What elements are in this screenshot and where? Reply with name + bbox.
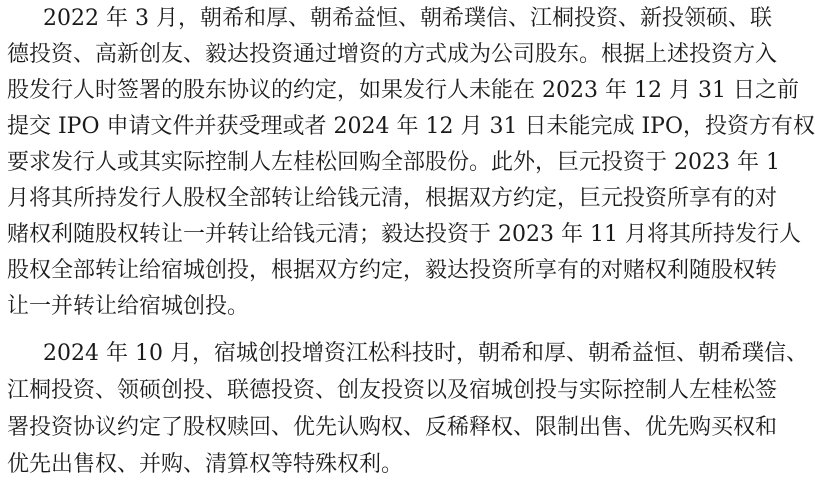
text-line: 德投资、高新创友、毅达投资通过增资的方式成为公司股东。根据上述投资方入	[7, 42, 778, 67]
paragraph-2	[7, 335, 808, 483]
text-line: 要求发行人或其实际控制人左桂松回购全部股份。此外，巨元投资于 2023 年 1	[7, 150, 780, 175]
text-line: 优先出售权、并购、清算权等特殊权利。	[7, 452, 404, 477]
text-line: 江桐投资、领硕创投、联德投资、创友投资以及宿城创投与实际控制人左桂松签	[7, 378, 778, 403]
text-line: 署投资协议约定了股权赎回、优先认购权、反稀释权、限制出售、优先购买权和	[7, 415, 778, 440]
text-line: 2024 年 10 月，宿城创投增资江松科技时，朝希和厚、朝希益恒、朝希璞信、	[43, 341, 808, 366]
text-line: 股发行人时签署的股东协议的约定，如果发行人未能在 2023 年 12 月 31 日之前	[7, 78, 799, 103]
paragraph-1	[7, 0, 815, 325]
text-line: 提交 IPO 申请文件并获受理或者 2024 年 12 月 31 日未能完成 IPO，投资方有权	[7, 114, 815, 139]
text-line: 2022 年 3 月，朝希和厚、朝希益恒、朝希璞信、江桐投资、新投领硕、联	[43, 6, 772, 31]
text-line: 月将其所持发行人股权全部转让给钱元清，根据双方约定，巨元投资所享有的对	[7, 186, 778, 211]
document-body	[7, 0, 815, 483]
text-line: 股权全部转让给宿城创投，根据双方约定，毅达投资所享有的对赌权利随股权转	[7, 258, 778, 283]
text-line: 让一并转让给宿城创投。	[7, 294, 250, 319]
text-line: 赌权利随股权转让一并转让给钱元清；毅达投资于 2023 年 11 月将其所持发行人	[7, 222, 801, 247]
